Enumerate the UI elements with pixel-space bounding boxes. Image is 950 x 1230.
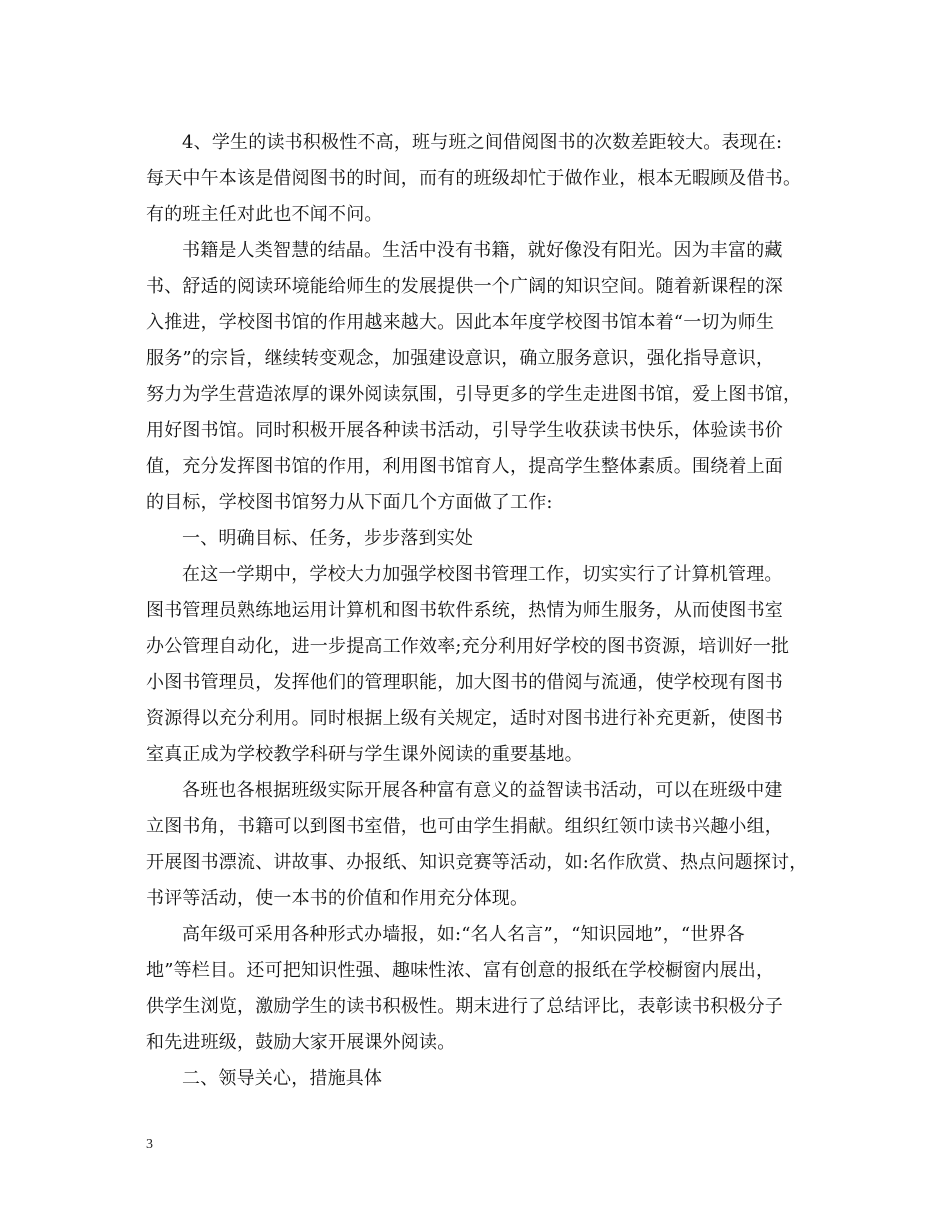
text-line: 高年级可采用各种形式办墙报，如:“名人名言”，“知识园地”，“世界各 bbox=[182, 924, 745, 945]
text-line: 书评等活动，使一本书的价值和作用充分体现。 bbox=[146, 888, 529, 909]
text-line: 书籍是人类智慧的结晶。生活中没有书籍，就好像没有阳光。因为丰富的藏 bbox=[182, 240, 783, 261]
text-line: 服务”的宗旨，继续转变观念，加强建设意识，确立服务意识，强化指导意识， bbox=[146, 348, 775, 369]
section-heading: 一、明确目标、任务，步步落到实处 bbox=[182, 528, 474, 549]
text-line: 有的班主任对此也不闻不问。 bbox=[146, 204, 383, 225]
text-line: 地”等栏目。还可把知识性强、趣味性浓、富有创意的报纸在学校橱窗内展出， bbox=[146, 960, 775, 981]
text-line: 各班也各根据班级实际开展各种富有意义的益智读书活动，可以在班级中建 bbox=[182, 780, 783, 801]
text-line: 在这一学期中，学校大力加强学校图书管理工作，切实实行了计算机管理。 bbox=[182, 564, 783, 585]
text-line: 努力为学生营造浓厚的课外阅读氛围，引导更多的学生走进图书馆，爱上图书馆， bbox=[146, 384, 802, 405]
text-line: 资源得以充分利用。同时根据上级有关规定，适时对图书进行补充更新，使图书 bbox=[146, 708, 783, 729]
text-line: 4、学生的读书积极性不高，班与班之间借阅图书的次数差距较大。表现在: bbox=[182, 132, 783, 153]
page-number: 3 bbox=[146, 1137, 153, 1152]
text-line: 值，充分发挥图书馆的作用，利用图书馆育人，提高学生整体素质。围绕着上面 bbox=[146, 456, 783, 477]
section-heading: 二、领导关心，措施具体 bbox=[182, 1068, 383, 1089]
text-line: 小图书管理员，发挥他们的管理职能，加大图书的借阅与流通，使学校现有图书 bbox=[146, 672, 783, 693]
text-line: 办公管理自动化，进一步提高工作效率;充分利用好学校的图书资源，培训好一批 bbox=[146, 636, 790, 657]
text-line: 供学生浏览，激励学生的读书积极性。期末进行了总结评比，表彰读书积极分子 bbox=[146, 996, 783, 1017]
text-line: 立图书角，书籍可以到图书室借，也可由学生捐献。组织红领巾读书兴趣小组， bbox=[146, 816, 783, 837]
text-line: 室真正成为学校教学科研与学生课外阅读的重要基地。 bbox=[146, 744, 583, 765]
text-line: 入推进，学校图书馆的作用越来越大。因此本年度学校图书馆本着“一切为师生 bbox=[146, 312, 775, 333]
text-line: 书、舒适的阅读环境能给师生的发展提供一个广阔的知识空间。随着新课程的深 bbox=[146, 276, 783, 297]
text-line: 用好图书馆。同时积极开展各种读书活动，引导学生收获读书快乐，体验读书价 bbox=[146, 420, 783, 441]
text-line: 的目标，学校图书馆努力从下面几个方面做了工作: bbox=[146, 492, 553, 513]
text-line: 和先进班级，鼓励大家开展课外阅读。 bbox=[146, 1032, 456, 1053]
text-line: 开展图书漂流、讲故事、办报纸、知识竞赛等活动，如:名作欣赏、热点问题探讨， bbox=[146, 852, 808, 873]
text-line: 图书管理员熟练地运用计算机和图书软件系统，热情为师生服务，从而使图书室 bbox=[146, 600, 783, 621]
text-line: 每天中午本该是借阅图书的时间，而有的班级却忙于做作业，根本无暇顾及借书。 bbox=[146, 168, 802, 189]
